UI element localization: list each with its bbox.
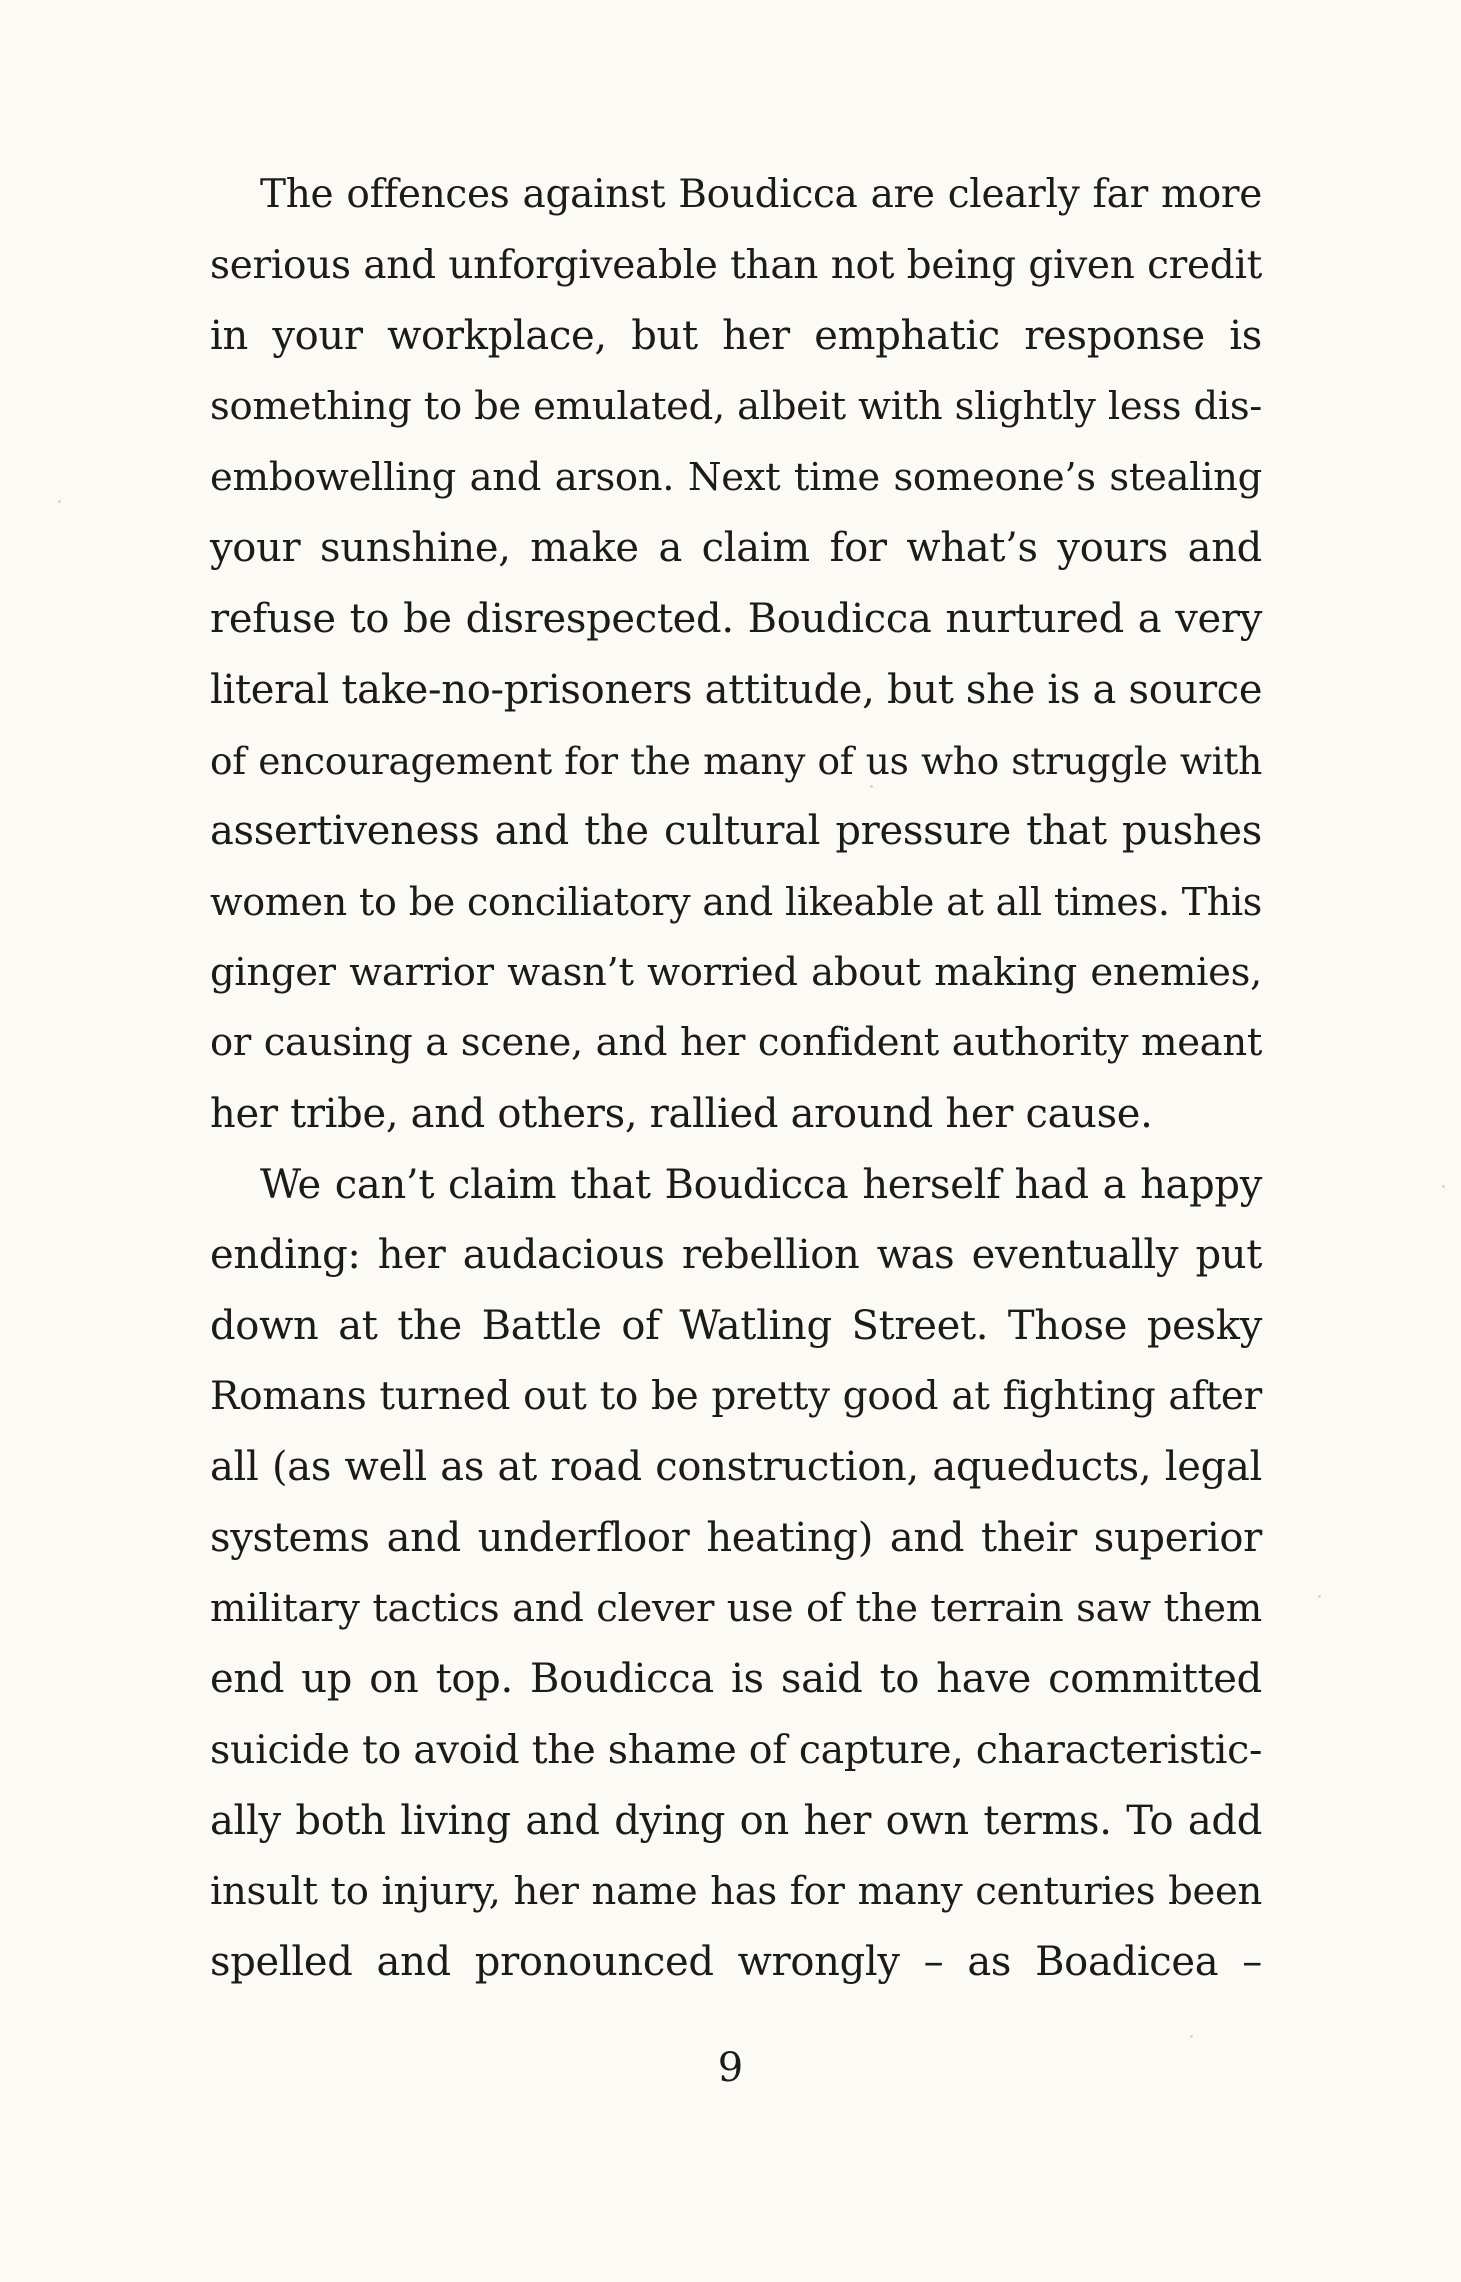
text-line: in your workplace, but her emphatic response is	[210, 313, 1262, 360]
text-line: military tactics and clever use of the terrain saw them	[210, 1585, 1262, 1631]
paper-speck	[870, 785, 873, 788]
text-line: women to be conciliatory and likeable at all times. This	[210, 879, 1262, 924]
paragraph-1	[210, 160, 1262, 1150]
text-line: ending: her audacious rebellion was eventually put	[210, 1232, 1262, 1279]
text-line: something to be emulated, albeit with slightly less dis-	[210, 384, 1262, 430]
paper-speck	[58, 500, 61, 503]
text-line: We can’t claim that Boudicca herself had a happy	[260, 1161, 1262, 1208]
paper-speck	[1318, 1595, 1321, 1598]
text-line: literal take-no-prisoners attitude, but she is a source	[210, 666, 1263, 713]
text-line: systems and underfloor heating) and their superior	[210, 1515, 1262, 1562]
page-number: 9	[717, 2045, 744, 2091]
text-line: spelled and pronounced wrongly – as Boadicea –	[210, 1939, 1262, 1986]
text-line: embowelling and arson. Next time someone’s stealing	[210, 454, 1262, 500]
paper-speck	[1190, 2035, 1193, 2038]
paper-speck	[1442, 1185, 1445, 1188]
text-line: refuse to be disrespected. Boudicca nurtured a very	[210, 596, 1262, 643]
text-line: ginger warrior wasn’t worried about making enemies,	[210, 949, 1262, 995]
text-line: end up on top. Boudicca is said to have committed	[210, 1656, 1262, 1703]
text-line: her tribe, and others, rallied around her cause.	[210, 1090, 1153, 1137]
text-line: all (as well as at road construction, aqueducts, legal	[210, 1444, 1262, 1491]
text-line: insult to injury, her name has for many centuries been	[210, 1868, 1262, 1914]
text-line: Romans turned out to be pretty good at fighting after	[210, 1373, 1262, 1419]
text-line: The offences against Boudicca are clearly far more	[260, 172, 1262, 217]
body-text	[210, 160, 1262, 1998]
text-line: or causing a scene, and her confident authority meant	[210, 1020, 1262, 1066]
text-line: of encouragement for the many of us who struggle with	[210, 738, 1262, 783]
text-line: down at the Battle of Watling Street. Those pesky	[210, 1303, 1262, 1349]
paragraph-2	[210, 1150, 1262, 1998]
text-line: suicide to avoid the shame of capture, characteristic-	[210, 1727, 1262, 1774]
text-line: assertiveness and the cultural pressure that pushes	[210, 808, 1262, 855]
text-line: ally both living and dying on her own terms. To add	[210, 1797, 1262, 1844]
text-line: serious and unforgiveable than not being given credit	[210, 242, 1262, 288]
text-line: your sunshine, make a claim for what’s yours and	[210, 525, 1262, 572]
